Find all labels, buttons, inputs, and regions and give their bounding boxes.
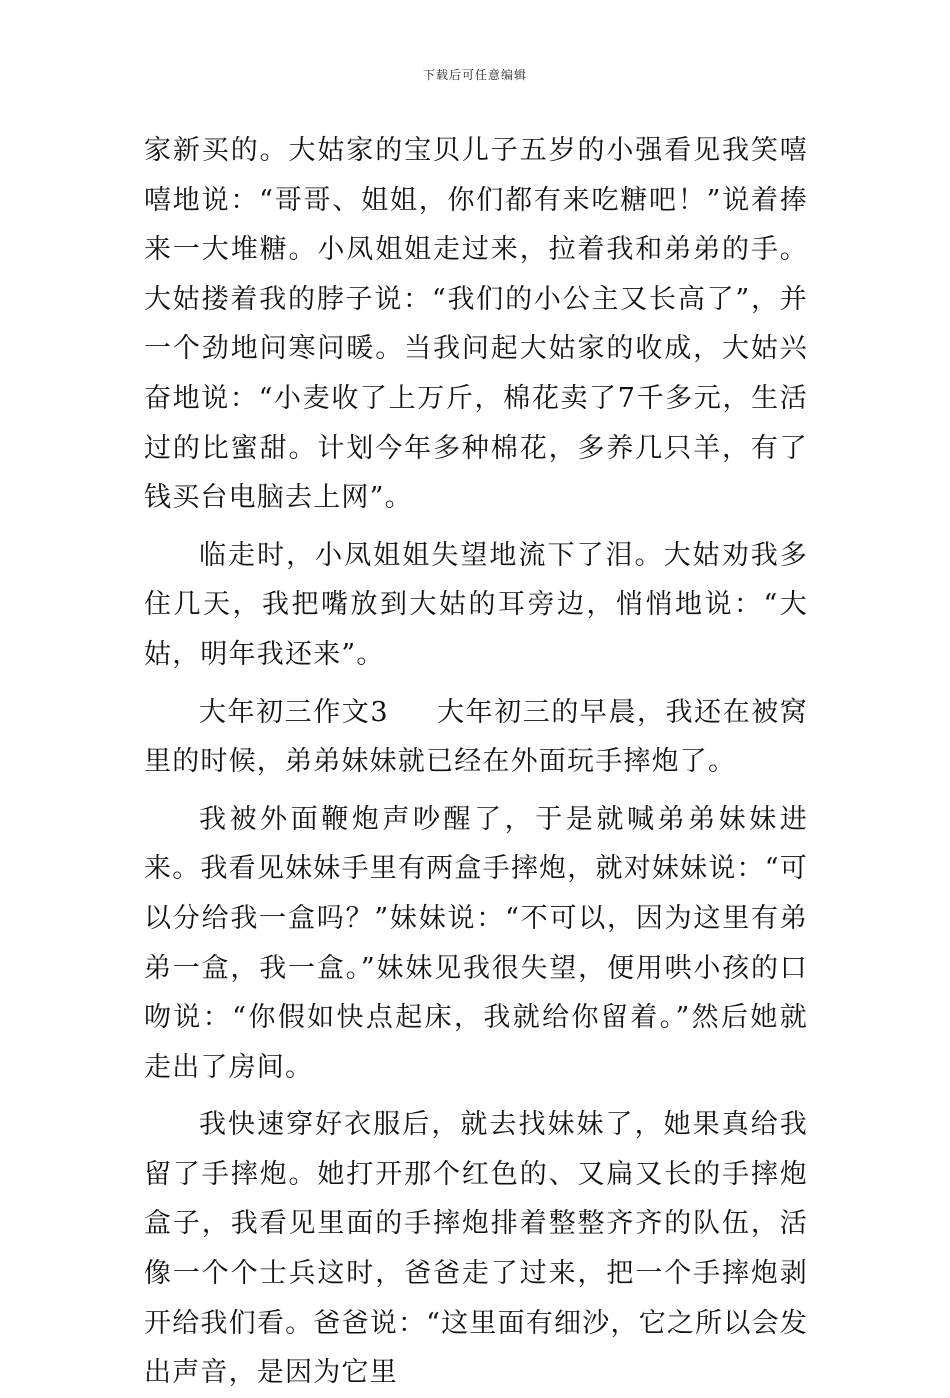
essay-title: 大年初三作文3	[199, 696, 389, 728]
paragraph-1: 家新买的。大姑家的宝贝儿子五岁的小强看见我笑嘻嘻地说：“哥哥、姐姐，你们都有来吃糖吧！”说着捧来一大堆糖。小凤姐姐走过来，拉着我和弟弟的手。大姑搂着我的脖子说：“我们的小公主又长高了”，并一个劲地问寒问暖。当我问起大姑家的收成，大姑兴奋地说：“小麦收了上万斤，棉花卖了7千多元，生活过的比蜜甜。计划今年多种棉花，多养几只羊，有了钱买台电脑去上网”。	[144, 135, 808, 514]
paragraph-2: 临走时，小凤姐姐失望地流下了泪。大姑劝我多住几天，我把嘴放到大姑的耳旁边，悄悄地说：“大姑，明年我还来”。	[144, 539, 808, 670]
page-header: 下载后可任意编辑	[422, 68, 527, 82]
paragraph-5: 我快速穿好衣服后，就去找妹妹了，她果真给我留了手摔炮。她打开那个红色的、又扁又长的手摔炮盒子，我看见里面的手摔炮排着整整齐齐的队伍，活像一个个士兵这时，爸爸走了过来，把一个手摔炮剥开给我们看。爸爸说：“这里面有细沙，它之所以会发出声音，是因为它里	[144, 1109, 808, 1389]
paragraph-4: 我被外面鞭炮声吵醒了，于是就喊弟弟妹妹进来。我看见妹妹手里有两盒手摔炮，就对妹妹说：“可以分给我一盒吗？”妹妹说：“不可以，因为这里有弟弟一盒，我一盒。”妹妹见我很失望，便用哄小孩的口吻说：“你假如快点起床，我就给你留着。”然后她就走出了房间。	[144, 803, 808, 1083]
paragraph-3	[144, 688, 808, 787]
paragraph-3-text: 大年初三的早晨，我还在被窝里的时候，弟弟妹妹就已经在外面玩手摔炮了。	[144, 696, 808, 778]
document-body	[144, 126, 808, 1398]
